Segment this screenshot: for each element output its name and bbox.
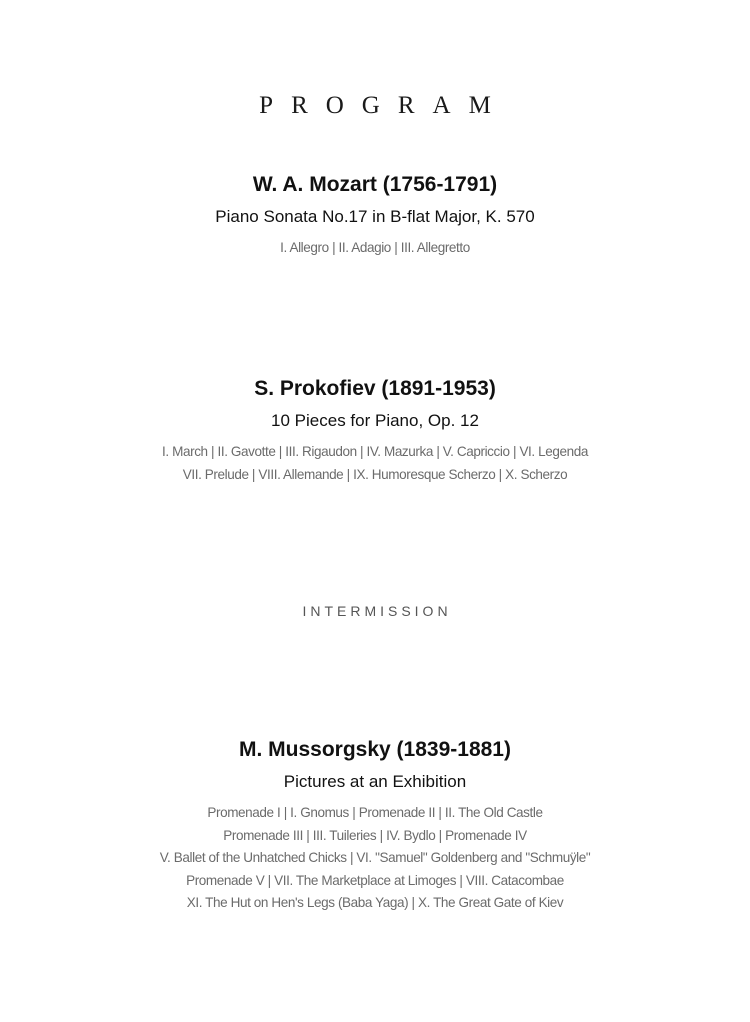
movement-line: VII. Prelude | VIII. Allemande | IX. Humoresque Scherzo | X. Scherzo <box>182 466 568 482</box>
program-item-mozart <box>0 172 750 260</box>
movement-line: Promenade III | III. Tuileries | IV. Bydlo | Promenade IV <box>223 827 527 843</box>
movement-line: V. Ballet of the Unhatched Chicks | VI. "Samuel" Goldenberg and "Schmuÿle" <box>159 850 591 865</box>
program-item-mussorgsky <box>0 737 750 915</box>
movement-line: Promenade I | I. Gnomus | Promenade II | II. The Old Castle <box>207 805 543 820</box>
movement-line: I. Allegro | II. Adagio | III. Allegretto <box>280 240 470 255</box>
work-title: 10 Pieces for Piano, Op. 12 <box>271 411 479 430</box>
intermission-label: INTERMISSION <box>302 603 452 619</box>
movement-line: XI. The Hut on Hen's Legs (Baba Yaga) | X. The Great Gate of Kiev <box>186 895 564 910</box>
composer-name: M. Mussorgsky (1839-1881) <box>239 738 511 761</box>
movement-line: Promenade V | VII. The Marketplace at Limoges | VIII. Catacombae <box>186 872 564 888</box>
page-title: PROGRAM <box>259 92 509 119</box>
movement-list <box>0 237 750 260</box>
program-item-prokofiev <box>0 376 750 486</box>
work-title: Pictures at an Exhibition <box>283 772 467 791</box>
movement-line: I. March | II. Gavotte | III. Rigaudon | IV. Mazurka | V. Capriccio | VI. Legenda <box>162 444 588 459</box>
movement-list <box>0 802 750 915</box>
work-title: Piano Sonata No.17 in B-flat Major, K. 570 <box>215 207 535 226</box>
composer-name: W. A. Mozart (1756-1791) <box>252 173 498 196</box>
composer-name: S. Prokofiev (1891-1953) <box>254 377 496 400</box>
movement-list <box>0 441 750 486</box>
